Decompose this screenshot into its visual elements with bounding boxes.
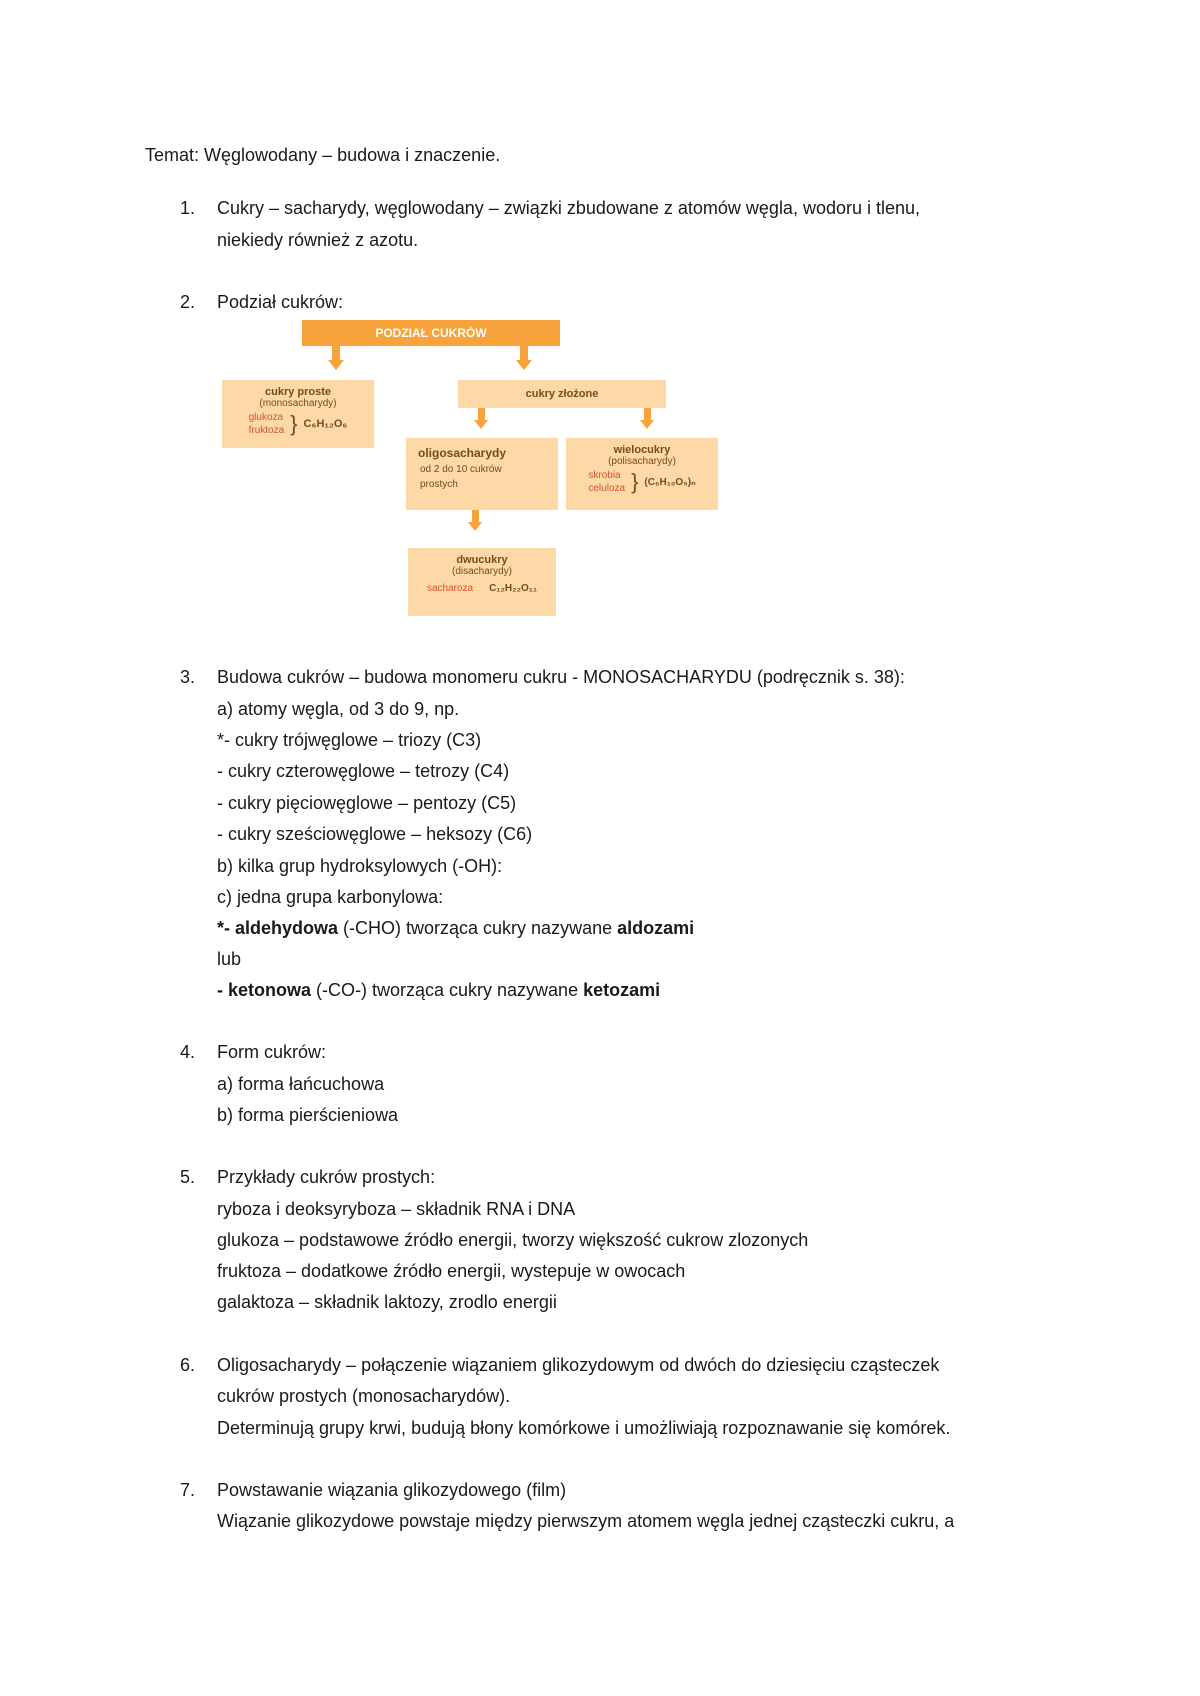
box-text: od 2 do 10 cukrów	[420, 464, 502, 475]
text-span: (-CO-) tworząca cukry nazywane	[311, 980, 584, 1000]
chemical-formula: C₆H₁₂O₆	[303, 418, 348, 430]
brace-icon: }	[631, 469, 639, 494]
simple-sugars-box	[222, 380, 374, 448]
example-item: celuloza	[588, 483, 626, 494]
text-line: c) jedna grupa karbonylowa:	[217, 887, 444, 907]
text-line: - cukry sześciowęglowe – heksozy (C6)	[217, 824, 533, 844]
text-line: *- cukry trójwęglowe – triozy (C3)	[217, 730, 482, 750]
text-line: Cukry – sacharydy, węglowodany – związki zbudowane z atomów węgla, wodoru i tlenu,	[217, 198, 921, 218]
box-subtitle: (disacharydy)	[451, 566, 513, 577]
text-line: lub	[217, 949, 242, 969]
text-line: fruktoza – dodatkowe źródło energii, wystepuje w owocach	[217, 1261, 686, 1281]
item-number: 4.	[180, 1042, 196, 1062]
text-line: Wiązanie glikozydowe powstaje między pierwszym atomem węgla jednej cząsteczki cukru, a	[217, 1511, 955, 1531]
item-number: 6.	[180, 1355, 196, 1375]
text-line	[217, 980, 660, 1001]
box-text: prostych	[420, 479, 458, 490]
sugar-classification-diagram	[220, 320, 740, 620]
arrow-down-icon	[474, 420, 488, 429]
item-number: 2.	[180, 292, 196, 312]
bold-term: *- aldehydowa	[217, 918, 339, 938]
text-line: niekiedy również z azotu.	[217, 230, 419, 250]
text-line: cukrów prostych (monosacharydów).	[217, 1386, 511, 1406]
bold-term: ketozami	[583, 980, 661, 1000]
box-subtitle: (polisacharydy)	[608, 456, 676, 467]
arrow-down-icon	[468, 522, 482, 531]
text-line: a) atomy węgla, od 3 do 9, np.	[217, 699, 460, 719]
example-item: sacharoza	[426, 583, 474, 594]
item-number: 3.	[180, 667, 196, 687]
box-title: dwucukry	[456, 554, 508, 566]
text-line: glukoza – podstawowe źródło energii, tworzy większość cukrow zlozonych	[217, 1230, 809, 1250]
text-line: Form cukrów:	[217, 1042, 327, 1062]
bold-term: aldozami	[617, 918, 695, 938]
brace-icon: }	[290, 411, 298, 436]
text-line: b) kilka grup hydroksylowych (-OH):	[217, 856, 503, 876]
text-line: Przykłady cukrów prostych:	[217, 1167, 436, 1187]
text-line: - cukry czterowęglowe – tetrozy (C4)	[217, 761, 510, 781]
oligosaccharides-box	[406, 438, 558, 510]
text-line: Oligosacharydy – połączenie wiązaniem glikozydowym od dwóch do dziesięciu cząsteczek	[217, 1355, 940, 1375]
text-line: Powstawanie wiązania glikozydowego (film)	[217, 1480, 567, 1500]
arrow-stem	[520, 346, 528, 360]
text-line: b) forma pierścieniowa	[217, 1105, 399, 1125]
arrow-down-icon	[328, 360, 344, 370]
example-item: skrobia	[588, 470, 621, 481]
bold-term: - ketonowa	[217, 980, 312, 1000]
disaccharides-box	[408, 548, 556, 616]
item-number: 1.	[180, 198, 196, 218]
box-title: cukry proste	[264, 386, 332, 398]
chemical-formula: (C₆H₁₀O₅)ₙ	[644, 476, 696, 488]
diagram-header: PODZIAŁ CUKRÓW	[302, 320, 560, 346]
complex-sugars-box	[458, 380, 666, 408]
box-subtitle: (monosacharydy)	[259, 398, 337, 409]
text-line: Podział cukrów:	[217, 292, 344, 312]
text-line: - cukry pięciowęglowe – pentozy (C5)	[217, 793, 517, 813]
text-line: Budowa cukrów – budowa monomeru cukru - MONOSACHARYDU (podręcznik s. 38):	[217, 667, 905, 687]
text-span: (-CHO) tworząca cukry nazywane	[338, 918, 618, 938]
text-line: a) forma łańcuchowa	[217, 1074, 385, 1094]
text-line: ryboza i deoksyryboza – składnik RNA i DNA	[217, 1199, 576, 1219]
example-item: glukoza	[248, 412, 284, 423]
text-line: Determinują grupy krwi, budują błony komórkowe i umożliwiają rozpoznawanie się komórek.	[217, 1418, 951, 1438]
box-title: wielocukry	[613, 444, 671, 456]
arrow-stem	[478, 408, 485, 420]
arrow-stem	[332, 346, 340, 360]
text-line: galaktoza – składnik laktozy, zrodlo energii	[217, 1292, 557, 1312]
arrow-down-icon	[516, 360, 532, 370]
chemical-formula: C₁₂H₂₂O₁₁	[489, 583, 538, 594]
item-number: 7.	[180, 1480, 196, 1500]
text-line	[217, 918, 694, 939]
arrow-stem	[472, 510, 479, 522]
polysaccharides-box	[566, 438, 718, 510]
example-item: fruktoza	[248, 425, 285, 436]
item-number: 5.	[180, 1167, 196, 1187]
box-title: oligosacharydy	[418, 446, 507, 460]
arrow-stem	[644, 408, 651, 420]
page-title: Temat: Węglowodany – budowa i znaczenie.	[145, 145, 501, 165]
box-title: cukry złożone	[525, 388, 599, 400]
arrow-down-icon	[640, 420, 654, 429]
